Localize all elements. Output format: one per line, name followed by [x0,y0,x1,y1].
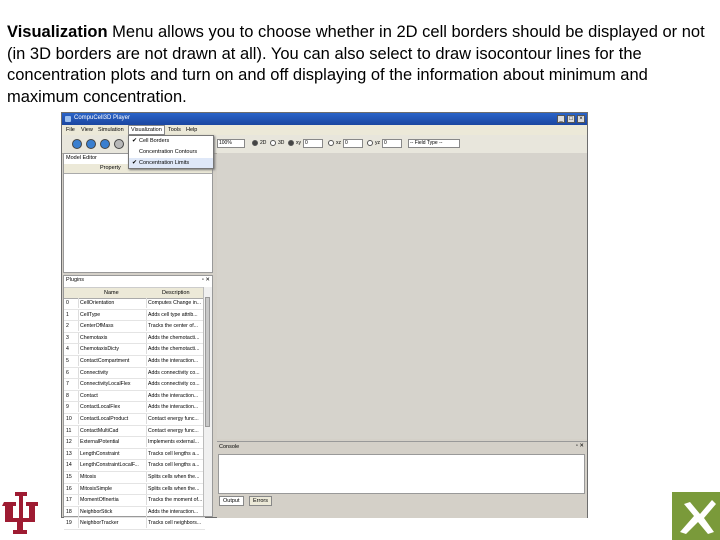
model-editor-panel [63,153,213,273]
window-titlebar [62,113,587,125]
plugin-description: Tracks cell lengths a... [146,460,206,470]
table-row[interactable] [64,495,205,507]
plugin-name: Mitosis [78,472,146,482]
plugin-description: Adds the interaction... [146,391,206,401]
row-index: 11 [66,427,72,434]
row-index: 16 [66,485,72,492]
plugin-name: NeighborTracker [78,518,146,528]
play-icon[interactable] [72,139,82,149]
app-icon [65,116,71,122]
table-row[interactable] [64,379,205,391]
plugin-name: Connectivity [78,368,146,378]
zoom-select[interactable]: 100% [217,139,245,148]
table-row[interactable] [64,368,205,380]
field-type-select[interactable]: -- Field Type -- [408,139,460,148]
plugin-description: Adds connectivity co... [146,379,206,389]
table-row[interactable] [64,437,205,449]
table-row[interactable] [64,356,205,368]
plugin-description: Computes Change in... [146,298,206,308]
plugin-description: Contact energy func... [146,414,206,424]
plugins-scrollbar[interactable] [203,287,212,516]
menu-visualization[interactable]: Visualization [128,125,165,135]
plugin-description: Adds cell type attrib... [146,310,206,320]
plugin-description: Adds the interaction... [146,507,206,517]
table-row[interactable] [64,333,205,345]
menu-tools[interactable]: Tools [168,127,181,133]
pause-icon[interactable] [100,139,110,149]
menu-item-cell-borders[interactable] [129,136,213,146]
name-column-header[interactable]: Name [104,290,119,296]
row-index: 3 [66,334,69,341]
description-column-header[interactable]: Description [162,290,190,296]
table-row[interactable] [64,460,205,472]
check-icon: ✔ [132,138,138,144]
iu-logo [0,490,40,540]
plugin-description: Adds the chemotacti... [146,344,206,354]
row-index: 7 [66,381,69,388]
plugin-description: Splits cells when the... [146,472,206,482]
model-editor-title: Model Editor [66,155,97,161]
row-index: 13 [66,450,72,457]
caption-bold: Visualization [7,23,108,41]
menu-item-label: Concentration Limits [139,160,190,166]
row-index: 1 [66,311,69,318]
plugin-description: Contact energy func... [146,426,206,436]
table-row[interactable] [64,321,205,333]
plugin-description: Splits cells when the... [146,484,206,494]
table-row[interactable] [64,402,205,414]
xy-spinbox[interactable]: 0 [303,139,323,148]
plugin-name: ChemotaxisDicty [78,344,146,354]
caption-text: Menu allows you to choose whether in 2D cell borders should be displayed or not (in 3D borders are not drawn at all). You can also select to draw isocontour lines for the concentration plots and turn on and off displaying of the information about minimum and maximum concentration. [7,23,705,106]
row-index: 14 [66,462,72,469]
yz-spinbox[interactable]: 0 [382,139,402,148]
corner-logo [672,492,720,540]
label-xy: xy [296,140,301,146]
row-index: 19 [66,520,72,527]
tab-output[interactable]: Output [219,496,244,506]
stop-icon[interactable] [114,139,124,149]
menu-item-label: Cell Borders [139,138,170,144]
window-title: CompuCell3D Player [74,115,131,121]
plugin-name: Chemotaxis [78,333,146,343]
label-yz: yz [375,140,380,146]
plugin-description: Tracks cell lengths a... [146,449,206,459]
table-row[interactable] [64,391,205,403]
plugin-name: LengthConstraintLocalF... [78,460,146,470]
plugins-table-body [64,298,205,530]
plugin-name: ContactCompartment [78,356,146,366]
menu-file[interactable]: File [66,127,75,133]
plugin-description: Tracks cell neighbors... [146,518,206,528]
table-row[interactable] [64,426,205,438]
plugin-name: NeighborStick [78,507,146,517]
minimize-icon[interactable]: _ [557,115,565,123]
menu-item-concentration-contours[interactable] [129,147,213,157]
panel-float-close-icon[interactable]: ▫ ✕ [575,443,584,449]
property-column-header[interactable]: Property [100,165,121,171]
console-panel [217,441,587,518]
radio-yz[interactable] [367,140,373,146]
plugin-name: ExternalPotential [78,437,146,447]
plugin-description: Tracks the moment of... [146,495,206,505]
table-row[interactable] [64,518,205,530]
table-row[interactable] [64,472,205,484]
table-row[interactable] [64,298,205,310]
row-index: 0 [66,300,69,306]
radio-xy[interactable] [288,140,294,146]
row-index: 2 [66,323,69,330]
radio-2d[interactable] [252,140,258,146]
tab-errors[interactable]: Errors [249,496,272,506]
plugin-description: Adds the interaction... [146,402,206,412]
graphics-area[interactable] [217,153,587,439]
plugin-name: Contact [78,391,146,401]
table-row[interactable] [64,449,205,461]
label-3d: 3D [278,140,285,146]
plugin-name: ContactLocalFlex [78,402,146,412]
menu-simulation[interactable]: Simulation [98,127,124,133]
plugin-name: MomentOfInertia [78,495,146,505]
player-window [61,112,588,527]
plugin-name: CenterOfMass [78,321,146,331]
row-index: 17 [66,497,72,504]
plugin-name: CellType [78,310,146,320]
menu-view[interactable]: View [81,127,93,133]
menu-item-label: Concentration Contours [139,149,198,155]
maximize-icon[interactable]: □ [567,115,575,123]
menu-help[interactable]: Help [186,127,198,133]
console-output-area[interactable] [218,454,585,494]
table-row[interactable] [64,344,205,356]
xz-spinbox[interactable]: 0 [343,139,363,148]
row-index: 18 [66,508,72,515]
plugin-name: ConnectivityLocalFlex [78,379,146,389]
scrollbar-thumb[interactable] [205,297,210,427]
plugin-description: Adds the chemotacti... [146,333,206,343]
plugin-name: LengthConstraint [78,449,146,459]
label-xz: xz [336,140,341,146]
table-row[interactable] [64,310,205,322]
row-index: 15 [66,473,72,480]
plugin-description: Adds connectivity co... [146,368,206,378]
table-row[interactable] [64,414,205,426]
visualization-dropdown [128,135,214,169]
table-row[interactable] [64,507,205,519]
plugin-description: Adds the interaction... [146,356,206,366]
menu-bar [62,125,587,135]
plugins-title: Plugins [66,277,85,283]
menu-item-concentration-limits[interactable] [129,158,213,168]
close-icon[interactable]: × [577,115,585,123]
label-2d: 2D [260,140,267,146]
plugin-name: ContactLocalProduct [78,414,146,424]
plugin-name: CellOrientation [78,298,146,308]
table-row[interactable] [64,484,205,496]
plugin-description: Tracks the center of... [146,321,206,331]
plugins-panel [63,275,213,527]
row-index: 12 [66,439,72,446]
row-index: 10 [66,415,72,422]
panel-float-close-icon[interactable]: ▫ ✕ [201,277,210,283]
row-index: 4 [66,346,69,353]
radio-xz[interactable] [328,140,334,146]
row-index: 9 [66,404,69,411]
row-index: 5 [66,357,69,364]
row-index: 8 [66,392,69,399]
check-icon: ✔ [132,160,138,166]
slide-caption [7,22,713,108]
row-index: 6 [66,369,69,376]
plugin-description: Implements external... [146,437,206,447]
plugin-name: ContactMultiCad [78,426,146,436]
step-icon[interactable] [86,139,96,149]
console-title: Console [219,444,240,450]
radio-3d[interactable] [270,140,276,146]
iu-trident-shape [2,492,38,534]
plugin-name: MitosisSimple [78,484,146,494]
